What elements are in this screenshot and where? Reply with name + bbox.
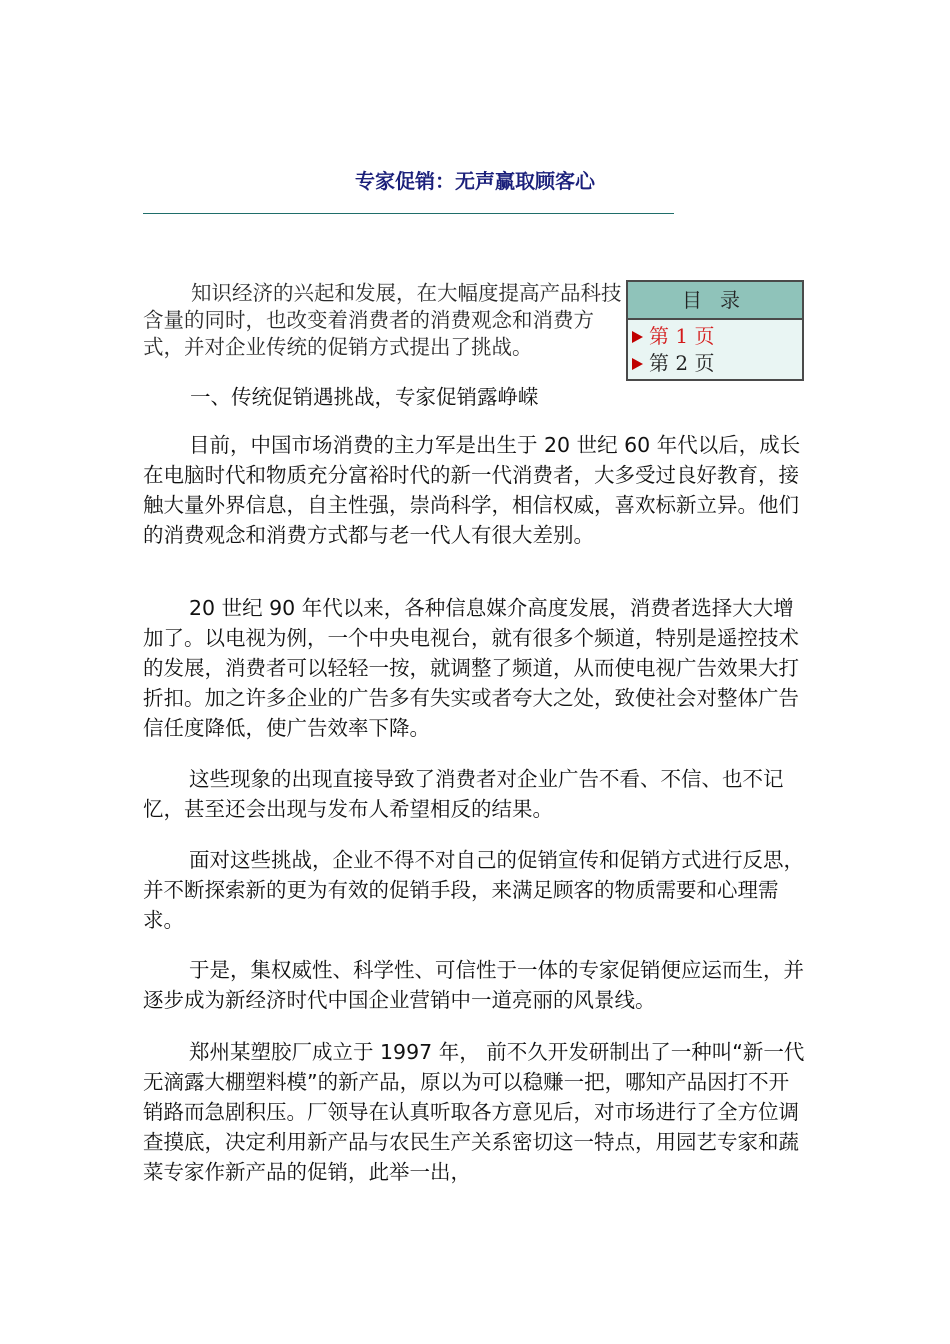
body-paragraph: 郑州某塑胶厂成立于 1997 年， 前不久开发研制出了一种叫“新一代无滴露大棚塑料模”的新产品，原以为可以稳赚一把，哪知产品因打不开销路而急剧积压。厂领导在认真听取各方意见后，对市场进行了全方位调查摸底，决定利用新产品与农民生产关系密切这一特点，用园艺专家和蔬菜专家作新产品的促销，此举一出， bbox=[143, 1040, 805, 1184]
table-of-contents bbox=[626, 280, 804, 381]
toc-item-label: 第 2 页 bbox=[649, 351, 715, 375]
body-paragraph: 于是，集权威性、科学性、可信性于一体的专家促销便应运而生，并逐步成为新经济时代中国企业营销中一道亮丽的风景线。 bbox=[143, 958, 804, 1012]
toc-header: 目录 bbox=[628, 282, 802, 320]
red-triangle-bullet-icon bbox=[632, 358, 643, 370]
body-paragraph: 面对这些挑战，企业不得不对自己的促销宣传和促销方式进行反思，并不断探索新的更为有效的促销手段，来满足顾客的物质需要和心理需求。 bbox=[143, 848, 804, 932]
body-paragraph: 目前，中国市场消费的主力军是出生于 20 世纪 60 年代以后，成长在电脑时代和物质充分富裕时代的新一代消费者，大多受过良好教育，接触大量外界信息，自主性强，崇尚科学，相信权威，喜欢标新立异。他们的消费观念和消费方式都与老一代人有很大差别。 bbox=[143, 433, 801, 547]
body-paragraph: 这些现象的出现直接导致了消费者对企业广告不看、不信、也不记忆，甚至还会出现与发布人希望相反的结果。 bbox=[143, 767, 784, 821]
title-divider bbox=[143, 213, 674, 214]
intro-paragraph: 知识经济的兴起和发展，在大幅度提高产品科技含量的同时，也改变着消费者的消费观念和消费方式，并对企业传统的促销方式提出了挑战。 bbox=[143, 281, 622, 359]
toc-item-page-2[interactable] bbox=[628, 350, 802, 377]
toc-item-label: 第 1 页 bbox=[649, 324, 715, 348]
toc-item-page-1[interactable] bbox=[628, 323, 802, 350]
section-heading: 一、传统促销遇挑战，专家促销露峥嵘 bbox=[190, 385, 539, 409]
body-paragraph: 20 世纪 90 年代以来，各种信息媒介高度发展，消费者选择大大增加了。以电视为例，一个中央电视台，就有很多个频道，特别是遥控技术的发展，消费者可以轻轻一按，就调整了频道，从而使电视广告效果大打折扣。加之许多企业的广告多有失实或者夸大之处，致使社会对整体广告信任度降低，使广告效率下降。 bbox=[143, 596, 799, 740]
document-title: 专家促销：无声赢取顾客心 bbox=[355, 169, 595, 193]
red-triangle-bullet-icon bbox=[632, 331, 643, 343]
